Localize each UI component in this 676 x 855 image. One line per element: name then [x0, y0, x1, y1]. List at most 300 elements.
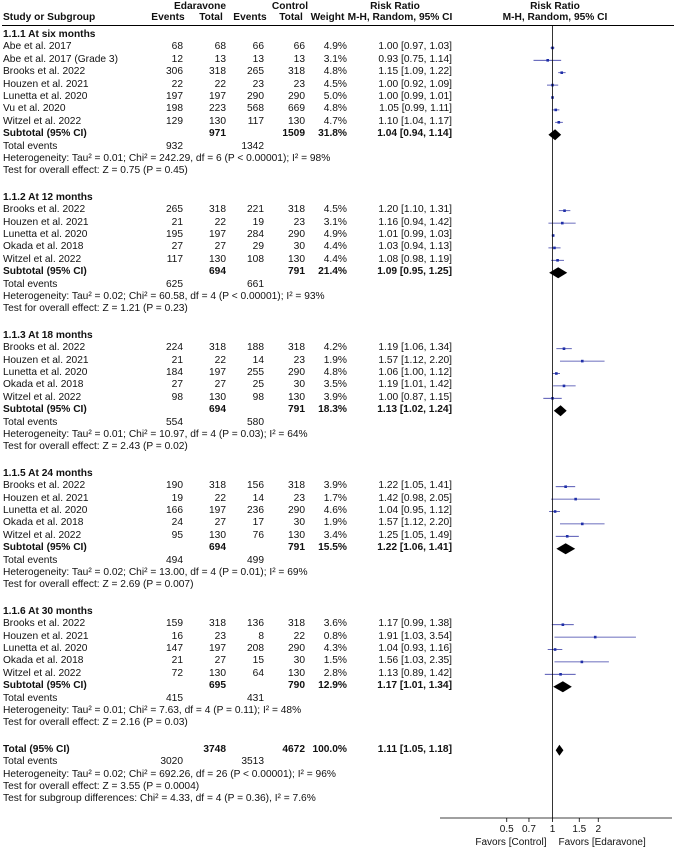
events-control: 25: [252, 379, 264, 391]
risk-ratio-ci: 1.10 [1.04, 1.17]: [378, 115, 452, 127]
total-edaravone: 130: [209, 667, 226, 679]
weight: 4.3%: [323, 643, 347, 654]
study-name: Brooks et al. 2022: [3, 204, 86, 216]
subgroup-differences: Test for subgroup differences: Chi² = 4.33, df = 4 (P = 0.36), I² = 7.6%: [3, 793, 316, 805]
risk-ratio-ci: 1.08 [0.98, 1.19]: [378, 253, 452, 265]
total-heterogeneity: Heterogeneity: Tau² = 0.02; Chi² = 692.26, df = 26 (P < 0.00001); I² = 96%: [3, 768, 336, 780]
risk-ratio-ci: 0.93 [0.75, 1.14]: [378, 53, 452, 65]
total-control: 66: [293, 41, 305, 53]
study-name: Brooks et al. 2022: [3, 480, 86, 492]
weight: 4.6%: [323, 505, 347, 516]
study-name: Houzen et al. 2021: [3, 354, 89, 366]
weight: 4.9%: [323, 41, 347, 53]
total-control: 130: [288, 115, 305, 127]
risk-ratio-ci: 1.00 [0.97, 1.03]: [378, 41, 452, 53]
subtotal-total-control: 1509: [282, 128, 305, 140]
total-label: Total (95% CI): [3, 743, 70, 755]
risk-ratio-ci: 1.25 [1.05, 1.49]: [378, 529, 452, 541]
x-tick-label: 2: [595, 824, 602, 835]
total-edaravone: 223: [209, 103, 226, 115]
study-name: Witzel et al. 2022: [3, 529, 82, 541]
total-events-label: Total events: [3, 278, 58, 290]
subtotal-label: Subtotal (95% CI): [3, 266, 87, 278]
risk-ratio-ci: 1.22 [1.05, 1.41]: [378, 480, 452, 492]
subtotal-total-edaravone: 694: [209, 542, 226, 554]
risk-ratio-ci: 1.19 [1.06, 1.34]: [378, 342, 452, 354]
study-name: Houzen et al. 2021: [3, 78, 89, 90]
total-edaravone: 23: [214, 630, 226, 642]
total-events-control: 661: [247, 278, 264, 290]
total-events-edaravone: 932: [166, 140, 183, 152]
total-edaravone: 22: [214, 354, 226, 366]
risk-ratio-ci: 1.01 [0.99, 1.03]: [378, 229, 452, 240]
events-edaravone: 12: [171, 53, 183, 65]
study-name: Houzen et al. 2021: [3, 630, 89, 642]
study-name: Witzel et al. 2022: [3, 391, 82, 403]
subtotal-diamond: [549, 267, 567, 278]
events-edaravone: 306: [166, 66, 183, 78]
point-estimate: [546, 59, 549, 62]
weight: 0.8%: [323, 630, 347, 642]
total-control: 30: [293, 241, 305, 253]
total-weight: 100.0%: [312, 743, 347, 755]
point-estimate: [554, 648, 557, 651]
total-control: 290: [288, 505, 305, 516]
overall-effect: Test for overall effect: Z = 2.43 (P = 0.02): [3, 441, 188, 453]
total-control: 290: [288, 91, 305, 102]
weight: 4.5%: [323, 204, 347, 216]
total-edaravone: 68: [214, 41, 226, 53]
weight: 1.7%: [323, 492, 347, 504]
total-edaravone: 27: [214, 379, 226, 391]
overall-effect: Test for overall effect: Z = 0.75 (P = 0.45): [3, 165, 188, 177]
subtotal-label: Subtotal (95% CI): [3, 680, 87, 692]
point-estimate: [557, 121, 560, 124]
events-control: 208: [247, 643, 264, 654]
risk-ratio-ci: 1.91 [1.03, 3.54]: [378, 630, 452, 642]
heterogeneity: Heterogeneity: Tau² = 0.02; Chi² = 60.58, df = 4 (P < 0.00001); I² = 93%: [3, 291, 325, 302]
events-control: 290: [247, 91, 264, 102]
events-edaravone: 159: [166, 618, 183, 630]
overall-effect: Test for overall effect: Z = 2.16 (P = 0.03): [3, 717, 188, 729]
study-name: Abe et al. 2017 (Grade 3): [3, 53, 118, 65]
total-events-edaravone: 625: [166, 278, 183, 290]
risk-ratio-ci: 1.06 [1.00, 1.12]: [378, 367, 452, 378]
point-estimate: [594, 636, 597, 639]
total-events-label: Total events: [3, 416, 58, 428]
header-events-c: Events: [233, 12, 267, 23]
events-edaravone: 265: [166, 204, 183, 216]
weight: 2.8%: [323, 667, 347, 679]
events-edaravone: 27: [171, 241, 183, 253]
events-control: 108: [247, 253, 264, 265]
subtotal-ci: 1.04 [0.94, 1.14]: [377, 128, 452, 140]
total-events-control: 499: [247, 554, 264, 566]
total-edaravone: 318: [209, 342, 226, 354]
subtotal-weight: 12.9%: [318, 680, 347, 692]
risk-ratio-ci: 1.00 [0.92, 1.09]: [378, 78, 452, 90]
subtotal-total-control: 791: [288, 266, 305, 278]
point-estimate: [554, 510, 557, 513]
point-estimate: [554, 109, 557, 112]
events-edaravone: 224: [166, 342, 183, 354]
study-name: Lunetta et al. 2020: [3, 505, 88, 516]
total-edaravone: 27: [214, 241, 226, 253]
events-edaravone: 184: [166, 367, 183, 378]
total-overall-effect: Test for overall effect: Z = 3.55 (P = 0.0004): [3, 781, 200, 792]
total-edaravone: 197: [209, 91, 226, 102]
subgroup-title: 1.1.1 At six months: [3, 29, 96, 40]
total-control: 318: [288, 204, 305, 216]
total-edaravone: 318: [209, 66, 226, 78]
header-risk-ratio-plot: Risk Ratio: [530, 1, 580, 12]
risk-ratio-ci: 1.57 [1.12, 2.20]: [378, 517, 452, 529]
risk-ratio-ci: 1.00 [0.87, 1.15]: [378, 391, 452, 403]
events-edaravone: 190: [166, 480, 183, 492]
point-estimate: [563, 347, 566, 350]
weight: 3.1%: [323, 216, 347, 228]
events-control: 117: [247, 115, 264, 127]
events-edaravone: 27: [171, 379, 183, 391]
subtotal-ci: 1.13 [1.02, 1.24]: [377, 404, 452, 416]
total-edaravone: 27: [214, 517, 226, 529]
weight: 4.7%: [323, 115, 347, 127]
events-control: 568: [247, 103, 264, 115]
subtotal-weight: 15.5%: [318, 542, 347, 554]
subtotal-diamond: [553, 681, 572, 692]
point-estimate: [581, 523, 584, 526]
point-estimate: [581, 661, 584, 664]
header-edaravone: Edaravone: [173, 1, 227, 12]
weight: 1.9%: [323, 354, 347, 366]
point-estimate: [574, 498, 577, 501]
weight: 4.8%: [323, 66, 347, 78]
subgroup-title: 1.1.3 At 18 months: [3, 329, 93, 341]
events-edaravone: 147: [166, 643, 183, 654]
overall-effect: Test for overall effect: Z = 2.69 (P = 0.007): [3, 579, 194, 591]
total-edaravone: 3748: [203, 743, 226, 755]
total-control: 290: [288, 367, 305, 378]
heterogeneity: Heterogeneity: Tau² = 0.01; Chi² = 10.97, df = 4 (P = 0.03); I² = 64%: [3, 429, 308, 440]
total-events-control: 1342: [241, 140, 264, 152]
risk-ratio-ci: 1.57 [1.12, 2.20]: [378, 354, 452, 366]
events-control: 188: [247, 342, 264, 354]
study-name: Houzen et al. 2021: [3, 216, 89, 228]
x-tick-label: 0.7: [522, 824, 536, 835]
total-diamond: [556, 745, 564, 756]
total-control: 130: [288, 667, 305, 679]
subtotal-diamond: [548, 129, 561, 140]
point-estimate: [581, 360, 584, 363]
risk-ratio-ci: 1.04 [0.93, 1.16]: [378, 643, 452, 654]
risk-ratio-ci: 1.17 [0.99, 1.38]: [378, 618, 452, 630]
header-total-c: Total: [279, 12, 303, 23]
point-estimate: [555, 372, 558, 375]
events-control: 76: [252, 529, 264, 541]
events-edaravone: 166: [166, 505, 183, 516]
risk-ratio-ci: 1.16 [0.94, 1.42]: [378, 216, 452, 228]
total-events-edaravone: 415: [166, 692, 183, 704]
risk-ratio-ci: 1.42 [0.98, 2.05]: [378, 492, 452, 504]
subtotal-total-control: 791: [288, 404, 305, 416]
study-name: Lunetta et al. 2020: [3, 229, 88, 240]
total-control: 130: [288, 253, 305, 265]
total-control: 23: [293, 354, 305, 366]
total-control: 13: [293, 53, 305, 65]
heterogeneity: Heterogeneity: Tau² = 0.01; Chi² = 242.29, df = 6 (P < 0.00001); I² = 98%: [3, 153, 331, 164]
total-events-edaravone: 554: [166, 416, 183, 428]
events-control: 66: [252, 41, 264, 53]
header-risk-ratio: Risk Ratio: [370, 1, 420, 12]
total-control: 290: [288, 229, 305, 240]
events-control: 255: [247, 367, 264, 378]
grand-total-events-label: Total events: [3, 756, 58, 768]
overall-effect: Test for overall effect: Z = 1.21 (P = 0.23): [3, 303, 188, 315]
total-events-edaravone: 494: [166, 554, 183, 566]
total-edaravone: 13: [214, 53, 226, 65]
study-name: Witzel et al. 2022: [3, 115, 82, 127]
events-edaravone: 21: [171, 655, 183, 667]
subgroup-title: 1.1.2 At 12 months: [3, 191, 93, 203]
total-edaravone: 197: [209, 229, 226, 240]
heterogeneity: Heterogeneity: Tau² = 0.01; Chi² = 7.63, df = 4 (P = 0.11); I² = 48%: [3, 705, 302, 716]
study-name: Witzel et al. 2022: [3, 253, 82, 265]
total-control: 290: [288, 643, 305, 654]
study-name: Lunetta et al. 2020: [3, 367, 88, 378]
study-name: Abe et al. 2017: [3, 41, 72, 53]
subtotal-weight: 31.8%: [318, 128, 347, 140]
total-edaravone: 318: [209, 204, 226, 216]
study-name: Okada et al. 2018: [3, 655, 84, 667]
heterogeneity: Heterogeneity: Tau² = 0.02; Chi² = 13.00, df = 4 (P = 0.01); I² = 69%: [3, 567, 308, 578]
total-events-control: 431: [247, 692, 264, 704]
weight: 3.9%: [323, 391, 347, 403]
events-control: 29: [252, 241, 264, 253]
total-edaravone: 22: [214, 78, 226, 90]
total-control: 23: [293, 78, 305, 90]
grand-total-events-edaravone: 3020: [160, 756, 183, 768]
subtotal-weight: 18.3%: [318, 404, 347, 416]
total-control: 23: [293, 216, 305, 228]
total-edaravone: 130: [209, 529, 226, 541]
study-name: Brooks et al. 2022: [3, 618, 86, 630]
subgroup-title: 1.1.6 At 30 months: [3, 605, 93, 617]
grand-total-events-control: 3513: [241, 756, 264, 768]
total-edaravone: 318: [209, 480, 226, 492]
subtotal-weight: 21.4%: [318, 266, 347, 278]
risk-ratio-ci: 1.13 [0.89, 1.42]: [378, 667, 452, 679]
study-name: Vu et al. 2020: [3, 103, 66, 115]
subtotal-ci: 1.17 [1.01, 1.34]: [377, 680, 452, 692]
subtotal-diamond: [556, 543, 575, 554]
subtotal-label: Subtotal (95% CI): [3, 128, 87, 140]
weight: 1.9%: [323, 517, 347, 529]
point-estimate: [563, 209, 566, 212]
study-name: Okada et al. 2018: [3, 379, 84, 391]
study-name: Houzen et al. 2021: [3, 492, 89, 504]
point-estimate: [562, 623, 565, 626]
subtotal-total-control: 791: [288, 542, 305, 554]
risk-ratio-ci: 1.05 [0.99, 1.11]: [379, 103, 452, 115]
weight: 3.4%: [323, 529, 347, 541]
header-study: Study or Subgroup: [3, 12, 96, 23]
total-events-label: Total events: [3, 554, 58, 566]
subtotal-label: Subtotal (95% CI): [3, 404, 87, 416]
total-events-label: Total events: [3, 140, 58, 152]
total-edaravone: 27: [214, 655, 226, 667]
total-edaravone: 130: [209, 253, 226, 265]
total-ci: 1.11 [1.05, 1.18]: [377, 743, 452, 755]
events-edaravone: 21: [171, 354, 183, 366]
total-control: 23: [293, 492, 305, 504]
events-control: 98: [252, 391, 264, 403]
total-control: 130: [288, 391, 305, 403]
x-tick-label: 0.5: [499, 824, 514, 835]
total-edaravone: 22: [214, 216, 226, 228]
weight: 4.2%: [323, 342, 347, 354]
total-control: 318: [288, 342, 305, 354]
weight: 4.5%: [323, 78, 347, 90]
study-name: Brooks et al. 2022: [3, 342, 86, 354]
events-edaravone: 95: [171, 529, 183, 541]
total-edaravone: 197: [209, 367, 226, 378]
subtotal-label: Subtotal (95% CI): [3, 542, 87, 554]
weight: 5.0%: [323, 91, 347, 102]
weight: 1.5%: [323, 655, 347, 667]
header-method: M-H, Random, 95% CI: [347, 12, 453, 23]
events-edaravone: 198: [166, 103, 183, 115]
risk-ratio-ci: 1.20 [1.10, 1.31]: [378, 204, 452, 216]
total-edaravone: 130: [209, 115, 226, 127]
weight: 4.4%: [323, 253, 347, 265]
point-estimate: [560, 71, 563, 74]
total-control: 30: [293, 655, 305, 667]
events-edaravone: 195: [166, 229, 183, 240]
total-edaravone: 197: [209, 643, 226, 654]
events-control: 15: [252, 655, 264, 667]
total-edaravone: 22: [214, 492, 226, 504]
subtotal-diamond: [554, 405, 567, 416]
total-control: 318: [288, 618, 305, 630]
total-edaravone: 318: [209, 618, 226, 630]
total-control: 30: [293, 517, 305, 529]
total-control: 130: [288, 529, 305, 541]
weight: 4.8%: [323, 103, 347, 115]
point-estimate: [563, 385, 566, 388]
total-control: 30: [293, 379, 305, 391]
header-control: Control: [271, 1, 309, 12]
subgroup-title: 1.1.5 At 24 months: [3, 467, 93, 479]
events-edaravone: 117: [166, 253, 183, 265]
events-control: 14: [252, 492, 264, 504]
weight: 4.9%: [323, 229, 347, 240]
events-control: 265: [247, 66, 264, 78]
events-edaravone: 21: [171, 216, 183, 228]
point-estimate: [559, 673, 562, 676]
events-control: 8: [258, 630, 264, 642]
events-control: 221: [247, 204, 264, 216]
total-control: 669: [288, 103, 305, 115]
weight: 4.4%: [323, 241, 347, 253]
events-edaravone: 22: [171, 78, 183, 90]
events-control: 19: [252, 216, 264, 228]
subtotal-total-edaravone: 694: [209, 404, 226, 416]
weight: 3.6%: [323, 618, 347, 630]
risk-ratio-ci: 1.03 [0.94, 1.13]: [378, 241, 452, 253]
events-control: 136: [247, 618, 264, 630]
point-estimate: [553, 247, 556, 250]
risk-ratio-ci: 1.56 [1.03, 2.35]: [378, 655, 452, 667]
total-edaravone: 197: [209, 505, 226, 516]
events-control: 13: [252, 53, 264, 65]
point-estimate: [561, 222, 564, 225]
x-tick-label: 1: [549, 824, 556, 835]
events-control: 23: [252, 78, 264, 90]
events-edaravone: 19: [171, 492, 183, 504]
weight: 3.1%: [323, 53, 347, 65]
favors-edaravone-label: Favors [Edaravone]: [558, 837, 646, 848]
events-edaravone: 68: [171, 41, 183, 53]
weight: 3.9%: [323, 480, 347, 492]
events-edaravone: 16: [171, 630, 183, 642]
weight: 4.8%: [323, 367, 347, 378]
subtotal-total-edaravone: 695: [209, 680, 226, 692]
events-control: 236: [247, 505, 264, 516]
risk-ratio-ci: 1.19 [1.01, 1.42]: [378, 379, 452, 391]
total-control: 4672: [282, 743, 305, 755]
total-events-label: Total events: [3, 692, 58, 704]
header-weight: Weight: [310, 12, 345, 23]
study-name: Witzel et al. 2022: [3, 667, 82, 679]
point-estimate: [564, 485, 567, 488]
weight: 3.5%: [323, 379, 347, 391]
events-control: 17: [252, 517, 264, 529]
header-method-plot: M-H, Random, 95% CI: [502, 12, 608, 23]
events-edaravone: 98: [171, 391, 183, 403]
study-name: Brooks et al. 2022: [3, 66, 86, 78]
subtotal-ci: 1.22 [1.06, 1.41]: [377, 542, 452, 554]
total-control: 318: [288, 66, 305, 78]
study-name: Lunetta et al. 2020: [3, 91, 88, 102]
subtotal-ci: 1.09 [0.95, 1.25]: [377, 266, 452, 278]
total-edaravone: 130: [209, 391, 226, 403]
study-name: Okada et al. 2018: [3, 241, 84, 253]
events-edaravone: 24: [171, 517, 183, 529]
risk-ratio-ci: 1.15 [1.09, 1.22]: [378, 66, 452, 78]
x-tick-label: 1.5: [572, 824, 587, 835]
total-events-control: 580: [247, 416, 264, 428]
risk-ratio-ci: 1.04 [0.95, 1.12]: [378, 505, 452, 516]
events-control: 14: [252, 354, 264, 366]
total-control: 318: [288, 480, 305, 492]
events-control: 64: [252, 667, 264, 679]
favors-control-label: Favors [Control]: [475, 837, 547, 848]
events-edaravone: 72: [171, 667, 183, 679]
risk-ratio-ci: 1.00 [0.99, 1.01]: [378, 91, 452, 102]
subtotal-total-control: 790: [288, 680, 305, 692]
header-total-e: Total: [199, 12, 223, 23]
header-events-e: Events: [151, 12, 185, 23]
events-control: 284: [247, 229, 264, 240]
study-name: Lunetta et al. 2020: [3, 643, 88, 654]
total-control: 22: [293, 630, 305, 642]
point-estimate: [556, 259, 559, 262]
events-edaravone: 197: [166, 91, 183, 102]
study-name: Okada et al. 2018: [3, 517, 84, 529]
events-control: 156: [247, 480, 264, 492]
subtotal-total-edaravone: 971: [209, 128, 226, 140]
events-edaravone: 129: [166, 115, 183, 127]
